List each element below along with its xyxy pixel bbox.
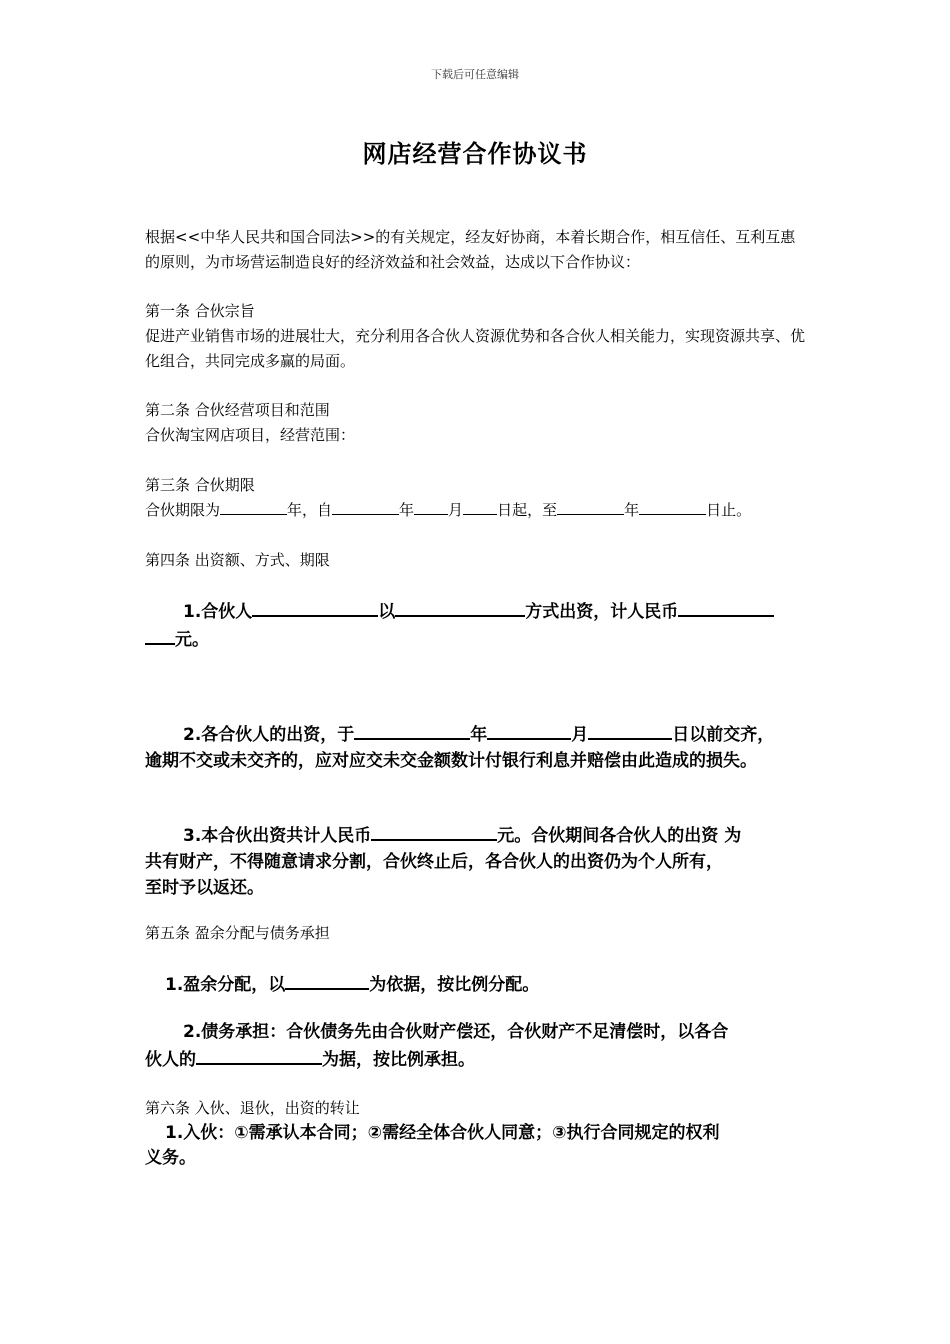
article-1-body: 促进产业销售市场的进展壮大，充分利用各合伙人资源优势和各合伙人相关能力，实现资源共享、优化组合，共同完成多赢的局面。 [145,327,806,370]
blank-field[interactable] [414,498,448,515]
article-6-heading: 第六条 入伙、退伙，出资的转让 [145,1099,360,1117]
article-2-body: 合伙淘宝网店项目，经营范围： [145,426,356,444]
article-5-clause-1: 1.盈余分配，以 为依据，按比例分配。 [145,970,810,998]
article-3-heading: 第三条 合伙期限 [145,476,255,494]
blank-field[interactable] [678,597,774,617]
preamble: 根据<<中华人民共和国合同法>>的有关规定，经友好协商，本着长期合作，相互信任、互利互惠的原则，为市场营运制造良好的经济效益和社会效益，达成以下合作协议： [145,228,796,271]
blank-field[interactable] [487,720,571,740]
header-note: 下载后可任意编辑 [431,68,519,81]
blank-field[interactable] [332,498,399,515]
blank-field[interactable] [463,498,497,515]
article-4-clause-1: 1.合伙人 以 方式出资，计人民币 元。 [145,597,810,653]
blank-field[interactable] [639,498,706,515]
blank-field[interactable] [354,720,470,740]
blank-field[interactable] [395,597,525,617]
blank-field[interactable] [252,597,378,617]
document-title: 网店经营合作协议书 [362,140,588,168]
article-4-heading: 第四条 出资额、方式、期限 [145,551,330,569]
article-4-clause-3: 3.本合伙出资共计人民币 元。合伙期间各合伙人的出资 为 共有财产，不得随意请求分割，合伙终止后，各合伙人的出资仍为个人所有， 至时予以返还。 [145,821,810,901]
article-5-clause-2: 2.债务承担：合伙债务先由合伙财产偿还，合伙财产不足清偿时，以各合 伙人的 为据，按比例承担。 [145,1022,729,1070]
article-1-heading: 第一条 合伙宗旨 [145,302,255,320]
article-6-clause-1: 1.入伙：①需承认本合同；②需经全体合伙人同意；③执行合同规定的权利 义务。 [145,1123,720,1168]
article-2-heading: 第二条 合伙经营项目和范围 [145,401,330,419]
blank-field[interactable] [196,1045,322,1065]
blank-field[interactable] [145,625,175,645]
blank-field[interactable] [588,720,672,740]
blank-field[interactable] [220,498,287,515]
article-5-heading: 第五条 盈余分配与债务承担 [145,924,330,942]
article-3-body: 合伙期限为 年，自 年 月 日起，至 年 日止。 [145,498,810,523]
blank-field[interactable] [557,498,624,515]
blank-field[interactable] [285,970,369,990]
article-4-clause-2: 2.各合伙人的出资，于 年 月 日以前交齐， 逾期不交或未交齐的，应对应交未交金额数计付银行利息并赔偿由此造成的损失。 [145,720,810,774]
blank-field[interactable] [371,821,497,841]
